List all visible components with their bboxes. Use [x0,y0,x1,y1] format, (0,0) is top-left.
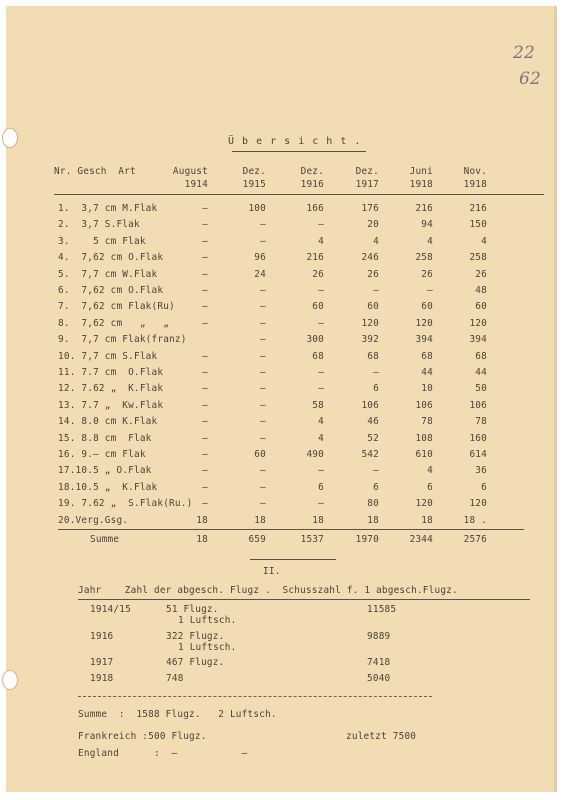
section-ii-bottom-rule [78,696,432,697]
table-row-20-val-5: 18 . [463,515,487,526]
corner-number-bottom: 62 [519,69,542,89]
table-row-8-val-4: 120 [415,318,433,329]
table-row-2-val-4: 94 [421,219,433,230]
table-row-12-val-5: 50 [475,383,487,394]
table-row-18-val-5: 6 [481,482,487,493]
kills-row-0-year: 1914/15 [90,604,131,615]
summe-val-4: 2344 [409,534,433,545]
table-row-14-val-4: 78 [421,416,433,427]
table-row-8-label: 8. 7,62 cm „ „ [58,318,170,329]
table-row-3-val-1: – [260,236,266,247]
table-row-1-val-2: 166 [306,203,324,214]
kills-row-3-year: 1918 [90,673,114,684]
kills-row-1-year: 1916 [90,631,114,642]
table-row-9-val-3: 392 [361,334,379,345]
section-ii-header: Jahr Zahl der abgesch. Flugz . Schusszahl f. 1 abgesch.Flugz. [78,585,458,596]
table-row-1-label: 1. 3,7 cm M.Flak [58,203,158,214]
table-row-14-val-2: 4 [318,416,324,427]
table-row-9-label: 9. 7,7 cm Flak(franz) [58,334,187,345]
table-row-6-val-4: – [427,285,433,296]
summe-val-3: 1970 [355,534,379,545]
table-row-4-val-1: 96 [254,252,266,263]
table-row-15-val-5: 160 [469,433,487,444]
table-row-3-label: 3. 5 cm Flak [58,236,146,247]
table-row-12-val-0: – [202,383,208,394]
table-row-16-val-5: 614 [469,449,487,460]
summe-val-1: 659 [248,534,266,545]
table-row-3-val-2: 4 [318,236,324,247]
summe-val-0: 18 [196,534,208,545]
table-row-16-val-1: 60 [254,449,266,460]
table-row-2-val-5: 150 [469,219,487,230]
table-row-17-val-4: 4 [427,465,433,476]
table-row-12-val-3: 6 [373,383,379,394]
table-row-14-val-5: 78 [475,416,487,427]
table-row-10-val-2: 68 [312,351,324,362]
table-row-12-label: 12. 7.62 „ K.Flak [58,383,164,394]
table-row-11-label: 11. 7.7 cm O.Flak [58,367,164,378]
table-row-15-val-0: – [202,433,208,444]
table-header-4-year: 1918 [409,179,433,190]
table-row-6-val-1: – [260,285,266,296]
table-row-10-val-5: 68 [475,351,487,362]
table-row-8-val-5: 120 [469,318,487,329]
table-row-1-val-0: – [202,203,208,214]
table-row-7-val-3: 60 [367,301,379,312]
table-row-20-val-3: 18 [367,515,379,526]
table-row-5-val-2: 26 [312,269,324,280]
table-row-17-val-0: – [202,465,208,476]
table-row-5-val-1: 24 [254,269,266,280]
table-row-13-label: 13. 7.7 „ Kw.Flak [58,400,164,411]
table-row-16-val-3: 542 [361,449,379,460]
table-header-2-year: 1916 [300,179,324,190]
table-row-6-val-5: 48 [475,285,487,296]
table-row-11-val-5: 44 [475,367,487,378]
kills-row-1-count: 322 Flugz. [166,631,225,642]
title-underline [232,151,366,152]
table-row-5-val-0: – [202,269,208,280]
table-row-20-val-4: 18 [421,515,433,526]
table-row-5-val-5: 26 [475,269,487,280]
table-row-4-val-2: 216 [306,252,324,263]
summe-rule [58,529,524,530]
table-row-7-val-5: 60 [475,301,487,312]
table-row-15-val-2: 4 [318,433,324,444]
table-row-2-val-3: 20 [367,219,379,230]
kills-row-1-sub: 1 Luftsch. [178,642,237,653]
kills-row-2-count: 467 Flugz. [166,657,225,668]
table-row-18-label: 18.10.5 „ K.Flak [58,482,158,493]
punch-hole-top [2,128,18,148]
table-header-5-month: Nov. [463,166,487,177]
table-row-19-val-5: 120 [469,498,487,509]
table-row-8-val-3: 120 [361,318,379,329]
table-row-5-val-3: 26 [367,269,379,280]
table-row-11-val-1: – [260,367,266,378]
table-row-2-val-0: – [202,219,208,230]
kills-row-0-shots: 11585 [367,604,397,615]
table-row-18-val-4: 6 [427,482,433,493]
table-row-17-val-1: – [260,465,266,476]
table-row-19-val-4: 120 [415,498,433,509]
table-row-3-val-3: 4 [373,236,379,247]
table-row-10-val-4: 68 [421,351,433,362]
table-header-3-year: 1917 [355,179,379,190]
table-row-16-val-0: – [202,449,208,460]
table-row-14-val-0: – [202,416,208,427]
table-row-2-val-1: – [260,219,266,230]
summe-label: Summe [90,534,120,545]
table-row-1-val-1: 100 [248,203,266,214]
section-ii-summe: Summe : 1588 Flugz. 2 Luftsch. [78,709,277,720]
table-row-14-label: 14. 8.0 cm K.Flak [58,416,158,427]
table-row-13-val-1: – [260,400,266,411]
table-header-0-year: 1914 [184,179,208,190]
table-row-20-val-1: 18 [254,515,266,526]
table-row-15-val-1: – [260,433,266,444]
table-row-17-val-5: 36 [475,465,487,476]
table-row-14-val-1: – [260,416,266,427]
table-header-rule [54,194,544,195]
table-row-13-val-2: 58 [312,400,324,411]
table-row-11-val-2: – [318,367,324,378]
table-row-3-val-4: 4 [427,236,433,247]
corner-number-top: 22 [513,43,536,63]
table-row-1-val-5: 216 [469,203,487,214]
kills-row-0-count: 51 Flugz. [166,604,219,615]
table-row-10-val-0: – [202,351,208,362]
table-row-1-val-4: 216 [415,203,433,214]
table-row-16-val-4: 610 [415,449,433,460]
table-row-19-val-3: 80 [367,498,379,509]
table-row-17-val-3: – [373,465,379,476]
table-row-15-val-3: 52 [367,433,379,444]
table-row-4-val-0: – [202,252,208,263]
table-row-12-val-2: – [318,383,324,394]
table-row-5-label: 5. 7,7 cm W.Flak [58,269,158,280]
table-row-10-val-3: 68 [367,351,379,362]
kills-row-0-sub: 1 Luftsch. [178,615,237,626]
table-row-13-val-4: 106 [415,400,433,411]
table-row-19-label: 19. 7.62 „ S.Flak(Ru.) [58,498,193,509]
england-line: England : – – [78,748,248,759]
table-row-3-val-5: 4 [481,236,487,247]
table-row-9-val-1: – [260,334,266,345]
table-row-12-val-1: – [260,383,266,394]
table-header-1-year: 1915 [242,179,266,190]
kills-row-1-shots: 9889 [367,631,391,642]
frankreich-last: zuletzt 7500 [346,731,417,742]
section-ii-header-rule [78,599,530,600]
table-row-9-val-4: 394 [415,334,433,345]
page-edge-shadow [554,6,557,792]
table-row-17-val-2: – [318,465,324,476]
table-row-19-val-2: – [318,498,324,509]
table-header-2-month: Dez. [300,166,324,177]
table-header-nr-art: Nr. Gesch Art [54,166,136,177]
table-row-19-val-0: – [202,498,208,509]
table-row-18-val-1: – [260,482,266,493]
table-row-8-val-1: – [260,318,266,329]
table-header-0-month: August [172,166,208,177]
document-page [6,6,557,792]
table-row-15-val-4: 108 [415,433,433,444]
table-row-14-val-3: 46 [367,416,379,427]
table-row-11-val-3: – [373,367,379,378]
table-row-4-val-5: 258 [469,252,487,263]
table-row-7-val-2: 60 [312,301,324,312]
table-header-4-month: Juni [409,166,433,177]
table-header-1-month: Dez. [242,166,266,177]
table-row-18-val-3: 6 [373,482,379,493]
table-row-6-label: 6. 7,62 cm O.Flak [58,285,164,296]
summe-val-2: 1537 [300,534,324,545]
table-row-9-val-5: 394 [469,334,487,345]
table-row-4-val-3: 246 [361,252,379,263]
table-row-1-val-3: 176 [361,203,379,214]
table-row-10-label: 10. 7,7 cm S.Flak [58,351,158,362]
table-row-16-label: 16. 9.– cm Flak [58,449,146,460]
table-row-17-label: 17.10.5 „ O.Flak [58,465,152,476]
summe-val-5: 2576 [463,534,487,545]
table-row-6-val-0: – [202,285,208,296]
table-row-8-val-2: – [318,318,324,329]
table-row-15-label: 15. 8.8 cm Flak [58,433,152,444]
table-row-7-val-1: – [260,301,266,312]
table-row-20-label: 20.Verg.Gsg. [58,515,129,526]
table-header-3-month: Dez. [355,166,379,177]
table-row-13-val-5: 106 [469,400,487,411]
table-row-18-val-2: 6 [318,482,324,493]
kills-row-2-shots: 7418 [367,657,391,668]
kills-row-3-shots: 5040 [367,673,391,684]
table-row-7-val-4: 60 [421,301,433,312]
table-row-2-label: 2. 3,7 S.Flak [58,219,140,230]
table-row-7-val-0: – [202,301,208,312]
table-row-3-val-0: – [202,236,208,247]
frankreich-line: Frankreich :500 Flugz. [78,731,207,742]
table-row-10-val-1: – [260,351,266,362]
table-row-12-val-4: 10 [421,383,433,394]
table-row-6-val-3: – [373,285,379,296]
punch-hole-bottom [2,670,18,690]
table-row-6-val-2: – [318,285,324,296]
table-row-11-val-4: 44 [421,367,433,378]
table-row-2-val-2: – [318,219,324,230]
table-row-16-val-2: 490 [306,449,324,460]
table-row-13-val-0: – [202,400,208,411]
table-row-4-label: 4. 7,62 cm O.Flak [58,252,164,263]
table-header-5-year: 1918 [463,179,487,190]
table-row-20-val-0: 18 [196,515,208,526]
table-row-19-val-1: – [260,498,266,509]
table-row-7-label: 7. 7,62 cm Flak(Ru) [58,301,175,312]
section-ii-overline [250,559,336,560]
table-row-5-val-4: 26 [421,269,433,280]
table-row-4-val-4: 258 [415,252,433,263]
table-row-18-val-0: – [202,482,208,493]
table-row-11-val-0: – [202,367,208,378]
table-row-13-val-3: 106 [361,400,379,411]
page-title: Ü b e r s i c h t . [228,136,362,147]
kills-row-3-count: 748 [166,673,184,684]
table-row-8-val-0: – [202,318,208,329]
table-row-20-val-2: 18 [312,515,324,526]
section-ii-title: II. [263,566,281,577]
table-row-9-val-2: 300 [306,334,324,345]
kills-row-2-year: 1917 [90,657,114,668]
